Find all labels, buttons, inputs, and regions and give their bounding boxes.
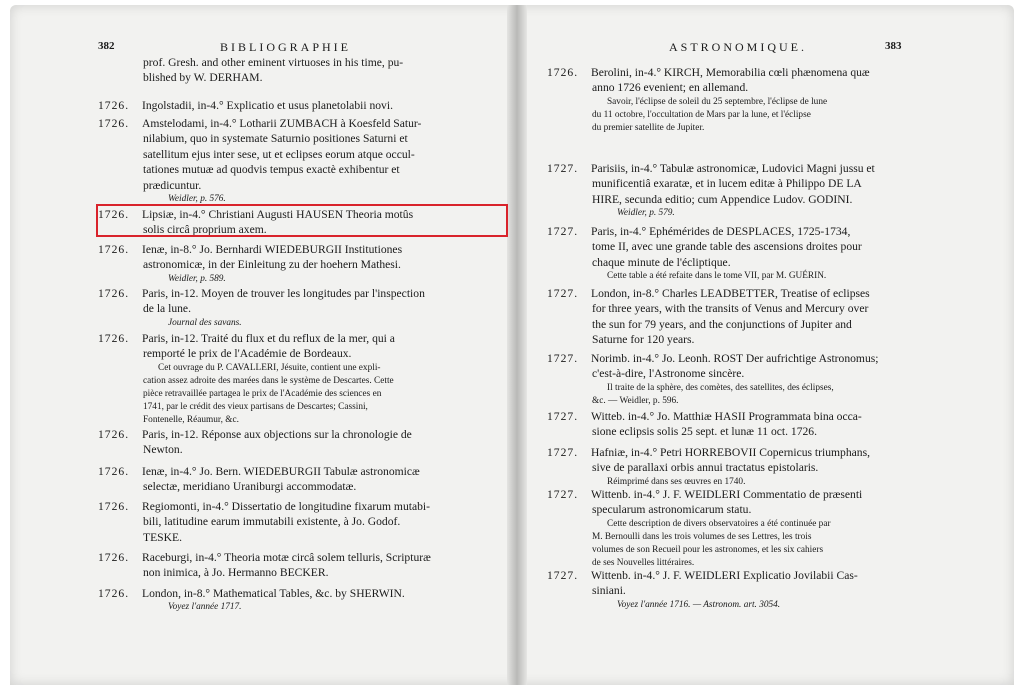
page-number-right: 383 xyxy=(885,40,902,52)
citation: Voyez l'année 1716. — Astronom. art. 3054. xyxy=(617,599,781,610)
citation: Voyez l'année 1717. xyxy=(168,602,242,613)
entry-left-8: 1726. Regiomonti, in-4.° Dissertatio de longitudine fixarum mutabi- bili, latitudine earum immutabili existente, à Jo. Godof. TESKE. xyxy=(98,500,430,544)
entry-left-7: 1726. Ienæ, in-4.° Jo. Bern. WIEDEBURGII Tabulæ astronomicæ selectæ, meridiano Uraniburgi accommodatæ. xyxy=(98,465,420,494)
entry-right-8: 1727. Wittenb. in-4.° J. F. WEIDLERI Explicatio Jovilabii Cas- siniani. Voyez l'année 1716. — Astronom. art. 3054. xyxy=(547,568,947,612)
entry-right-3: 1727. London, in-8.° Charles LEADBETTER, Treatise of eclipses for three years, with the transits of Venus and Mercury over the sun for 79 years, and the conjunctions of Jupiter and Saturne for 120 years. xyxy=(547,287,870,347)
citation: Weidler, p. 589. xyxy=(168,273,226,284)
entry-left-10: 1726. London, in-8.° Mathematical Tables, &c. by SHERWIN. Voyez l'année 1717. xyxy=(98,586,498,614)
citation: Journal des savans. xyxy=(168,317,242,328)
entry-left-0: 1726. Ingolstadii, in-4.° Explicatio et usus planetolabii novi. xyxy=(98,99,393,112)
running-title-right: ASTRONOMIQUE. xyxy=(669,40,807,54)
continuation-text: prof. Gresh. and other eminent virtuoses in his time, pu- blished by W. DERHAM. xyxy=(143,56,404,85)
entry-right-1: 1727. Parisiis, in-4.° Tabulæ astronomicæ, Ludovici Magni jussu et munificentiâ exaratæ, et in lucem editæ à Philippo DE LA HIRE, secunda editio; cum Appendice Ludov. GODINI. Weidler, p. 579. xyxy=(547,161,947,220)
page-number-left: 382 xyxy=(98,40,115,52)
citation: Weidler, p. 576. xyxy=(168,194,226,205)
entry-left-5: 1726. Paris, in-12. Traité du flux et du reflux de la mer, qui a remporté le prix de l'Académie de Bordeaux. Cet ouvrage du P. CAVALLERI, Jésuite, contient une expli- cation assez adroite des marées dans le système de Descartes. Cette pièce retravaillée partagea le prix de l'Académie des sciences en 1741, par le crédit des vieux partisans de Descartes; Cassini, Fontenelle, Réaumur, &c. xyxy=(98,332,395,425)
entry-right-6: 1727. Hafniæ, in-4.° Petri HORREBOVII Copernicus triumphans, sive de parallaxi orbis annui tractatus epistolaris. Réimprimé dans ses œuvres en 1740. xyxy=(547,446,870,487)
entry-right-5: 1727. Witteb. in-4.° Jo. Matthiæ HASII Programmata bina occa- sione eclipsis solis 25 sept. et lunæ 11 oct. 1726. xyxy=(547,410,862,439)
entry-right-0: 1726. Berolini, in-4.° KIRCH, Memorabilia cœli phænomena quæ anno 1726 evenient; en allemand. Savoir, l'éclipse de soleil du 25 septembre, l'éclipse de lune du 11 octobre, l'occultation de Mars par la lune, et l'éclipse du premier satellite de Jupiter. xyxy=(547,66,870,133)
citation: Weidler, p. 579. xyxy=(617,208,675,219)
entry-left-4: 1726. Paris, in-12. Moyen de trouver les longitudes par l'inspection de la lune. Journal des savans. xyxy=(98,286,498,330)
entry-left-1: 1726. Amstelodami, in-4.° Lotharii ZUMBACH à Koesfeld Satur- nilabium, quo in systemate Saturnio positiones Saturni et satellitum ejus inter sese, ut et eclipses eorum atque occul- tationes mutuæ ad quodvis tempus exactè exhibentur et prædicuntur. Weidler, p. 576. xyxy=(98,116,498,206)
entry-left-2-highlighted: 1726. Lipsiæ, in-4.° Christiani Augusti HAUSEN Theoria motûs solis circâ proprium axem. xyxy=(98,208,414,237)
book-gutter xyxy=(507,5,527,685)
entry-left-6: 1726. Paris, in-12. Réponse aux objections sur la chronologie de Newton. xyxy=(98,428,412,457)
book-spread xyxy=(10,5,1014,685)
entry-right-7: 1727. Wittenb. in-4.° J. F. WEIDLERI Commentatio de præsenti specularum astronomicarum statu. Cette description de divers observatoires a été continuée par M. Bernoulli dans les trois volumes de ses Lettres, les trois volumes de son Recueil pour les astronomes, et les six cahiers de ses Nouvelles littéraires. xyxy=(547,488,863,568)
entry-left-9: 1726. Raceburgi, in-4.° Theoria motæ circâ solem telluris, Scripturæ non inimica, à Jo. Hermanno BECKER. xyxy=(98,551,431,580)
entry-right-2: 1727. Paris, in-4.° Ephémérides de DESPLACES, 1725-1734, tome II, avec une grande table des ascensions droites pour chaque minute de l'écliptique. Cette table a été refaite dans le tome VII, par M. GUÉRIN. xyxy=(547,225,862,282)
entry-right-4: 1727. Norimb. in-4.° Jo. Leonh. ROST Der aufrichtige Astronomus; c'est-à-dire, l'Astronome sincère. Il traite de la sphère, des comètes, des satellites, des éclipses, &c. — Weidler, p. 596. xyxy=(547,352,879,406)
entry-left-3: 1726. Ienæ, in-8.° Jo. Bernhardi WIEDEBURGII Institutiones astronomicæ, in der Einleitung zu der hoehern Mathesi. Weidler, p. 589. xyxy=(98,242,498,286)
running-title-left: BIBLIOGRAPHIE xyxy=(220,40,351,54)
highlight-box xyxy=(96,204,508,237)
